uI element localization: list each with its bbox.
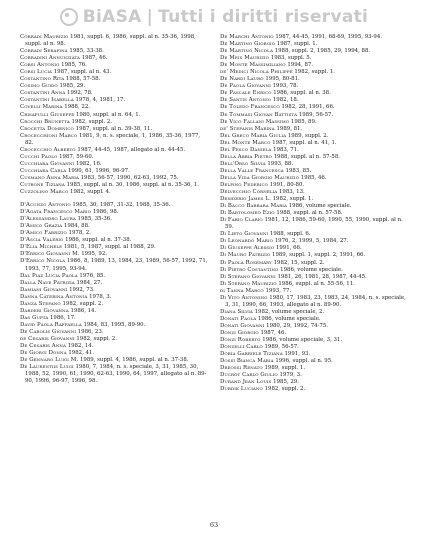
index-entry [20, 343, 208, 350]
entry-name: de Cesaris Giovanni [20, 335, 75, 342]
entry-references: 1985, suppl. al n. 30, 1986, suppl. al n. 35-36, 1. [66, 181, 199, 188]
entry-name: Durdik Luciano [220, 386, 263, 393]
entry-references: 1987, suppl. 1. [276, 41, 318, 48]
entry-name: Covelli Marina [20, 104, 63, 111]
entry-references: 1982, suppl. 2. [71, 118, 113, 125]
entry-references: 1982, 15, suppl. 2. [273, 259, 325, 266]
entry-references: 1986, suppl. al n. 37-38. [65, 237, 132, 244]
entry-references: 1993, 77. [265, 287, 292, 294]
entry-references: 1982, suppl. 2. [76, 335, 117, 342]
entry-name: Crisafulli Giuseppe [20, 111, 75, 118]
index-entry [220, 386, 408, 393]
entry-name: Cutrone Tiziana [20, 181, 65, 188]
entry-name: Darderi Giovanna [20, 307, 69, 314]
entry-references: 1980, 29, 1992, 74-75. [266, 322, 328, 329]
entry-references: 1986, volume speciale. [288, 203, 352, 210]
entry-name: De Gennaro Luigi M. [20, 357, 79, 364]
entry-name: De Cesaris Anna [20, 343, 66, 350]
entry-name: Delpino Federico [220, 181, 268, 188]
index-entry [220, 252, 408, 259]
index-entry [220, 351, 408, 358]
index-entry [20, 147, 208, 154]
watermark-separator: | [146, 7, 154, 27]
entry-references: 1988, suppl. 6. [269, 231, 311, 238]
entry-references: 1994, 87. [287, 62, 314, 69]
entry-references: 1985, 29. [59, 83, 86, 90]
entry-name: Di Fabio Clario [220, 217, 263, 224]
entry-references: 1982, 16. [75, 160, 102, 167]
entry-name: D'Ascia Valerio [20, 237, 64, 244]
index-entry [20, 315, 208, 322]
entry-name: De Meis Maurizio [220, 55, 270, 62]
entry-references: 1989, 56-57. [298, 111, 334, 118]
entry-name: Della Abbia Pietro [220, 153, 272, 160]
entry-name: Costantini Isabella [20, 97, 74, 104]
entry-name: Dell'Orso Silvia [220, 160, 266, 167]
index-entry [220, 196, 408, 203]
index-entry [220, 281, 408, 288]
entry-references: 1987, 46. [260, 329, 287, 336]
entry-name: Donzelli Carlo [220, 344, 263, 351]
index-entry [20, 251, 208, 258]
index-entry [220, 217, 408, 231]
index-entry [220, 182, 408, 189]
entry-references: 1986, 23. [77, 328, 104, 335]
entry-references: 1987, suppl. al n. 43. [53, 69, 112, 76]
entry-name: Di Stefano Giovanni [220, 273, 276, 280]
index-entry [220, 97, 408, 104]
index-entry [20, 258, 208, 272]
entry-references: 1986, volume speciale, 3, 31. [262, 337, 343, 344]
entry-name: D'Errico Giovanni M. [20, 251, 80, 258]
entry-name: Diana Silvia [220, 308, 253, 315]
page-number: 63 [209, 521, 219, 529]
entry-name: De Marchi Antonio [220, 34, 274, 40]
entry-references: 1985, 33-38. [69, 48, 104, 55]
entry-references: 1987, 46. [81, 55, 108, 62]
entry-name: Di Paola Rosemary [220, 259, 272, 266]
index-entry [20, 273, 208, 280]
entry-name: De Martino Giorgio [220, 41, 276, 48]
entry-name: Cosimo Guido [20, 83, 58, 90]
entry-references: 1982, volume speciale, 2. [254, 308, 325, 315]
entry-references: 1986, 14. [70, 307, 97, 314]
entry-references: 1985, 46. [300, 174, 327, 181]
entry-name: di Tanna Marco [220, 287, 264, 294]
entry-references: 1982, 41. [68, 350, 95, 357]
entry-references: 1992, 73. [69, 286, 95, 293]
index-entry [220, 330, 408, 337]
index-entry [20, 97, 208, 104]
entry-name: De Pascale Enrico [220, 90, 272, 97]
entry-references: 1979, 3. [279, 372, 302, 379]
entry-references: 1991, 93. [284, 351, 311, 358]
watermark-left: BiASA [82, 7, 142, 27]
entry-name: Della Valle Francesca [220, 167, 284, 174]
index-entry [220, 274, 408, 281]
entry-name: D'Acunzo Antonio [20, 202, 71, 209]
index-entry [20, 126, 208, 133]
entry-references: 1981, 12, 1986, 59-60, 1990, 55, 1990, suppl. al n. 59. [225, 217, 403, 231]
entry-references: 1987, suppl. al n. 41, 1. [272, 139, 337, 146]
entry-name: Crocecchioni Marco [20, 132, 78, 139]
entry-name: Donati Paola [220, 315, 257, 322]
entry-name: Crocetta Domenico [20, 125, 74, 132]
entry-name: De Laurentiis Luigi [20, 364, 74, 371]
entry-name: Del Pesco Daniela [220, 146, 272, 153]
entry-name: Donati Giovanni [220, 322, 265, 329]
entry-references: 1991, 80-80. [269, 181, 305, 188]
index-entry [20, 90, 208, 97]
watermark-banner [0, 0, 428, 34]
index-entry [220, 337, 408, 344]
index-entry [20, 83, 208, 90]
index-entry [220, 175, 408, 182]
index-entry [220, 55, 408, 62]
entry-references: 1981, 5, 1987, suppl. al 1988, 29. [63, 244, 156, 251]
entry-name: Doria Gabriele Tiziana [220, 351, 283, 358]
entry-references: 1981, suppl. 6, 1986, suppl. al n. 35-36, 1998, suppl. al n. 98. [25, 34, 196, 48]
index-entry [220, 210, 408, 217]
index-entry [220, 154, 408, 161]
index-entry [220, 316, 408, 323]
entry-name: De Toledo Francesco [220, 104, 280, 111]
entry-references: 1989, suppl. 4, 1986, suppl. al n. 37-38. [79, 357, 189, 364]
entry-name: De Tommasi Giovan Battista [220, 111, 298, 118]
index-entry [220, 161, 408, 168]
entry-references: 1988, 57-58. [65, 76, 101, 83]
index-entry [220, 41, 408, 48]
index-entry [220, 76, 408, 83]
index-entry [220, 267, 408, 274]
entry-references: 1992, 78. [67, 90, 93, 97]
entry-references: 1976, 85. [79, 272, 106, 279]
entry-name: D'Amico Grazia [20, 223, 63, 230]
entry-references: 1989, 56-57. [264, 344, 299, 351]
index-entry [220, 126, 408, 133]
entry-name: Ducrot Carlo Giulio [220, 372, 278, 379]
index-entry [220, 62, 408, 69]
entry-references: 1981, 26, 1981, 28, 1987, 44-45. [277, 273, 367, 280]
entry-name: Cucchiara Carla [20, 167, 67, 174]
entry-references: 1985, 89. [290, 118, 317, 125]
index-entry [220, 365, 408, 372]
index-entry [20, 223, 208, 230]
entry-references: 1978, 3. [89, 293, 112, 300]
index-entry [20, 287, 208, 294]
entry-references: 1982, 14. [67, 343, 94, 350]
entry-references: 1982, suppl. 4. [70, 189, 111, 196]
index-entry [20, 209, 208, 216]
index-entry [220, 112, 408, 119]
entry-name: Di Bartolomeo Ezio [220, 210, 275, 217]
index-entry [20, 133, 208, 147]
index-entry [20, 175, 208, 182]
index-entry [220, 48, 408, 55]
entry-name: Costantini Anna [20, 90, 66, 97]
index-entry [20, 350, 208, 357]
entry-references: 1986, volume speciale. [280, 266, 343, 273]
entry-references: 1982, suppl. 2. [62, 300, 104, 307]
index-entry [20, 62, 208, 69]
index-entry [20, 322, 208, 329]
entry-references: 1989, suppl. 1, suppl. 2, 1991, 66. [272, 252, 366, 259]
index-entry [20, 230, 208, 237]
entry-name: Cuzzolino Marco [20, 189, 69, 196]
index-entry [20, 168, 208, 175]
index-entry [220, 231, 408, 238]
index-entry [220, 203, 408, 210]
entry-references: 1993, 88. [267, 160, 294, 167]
entry-name: Dossi Bianca Maria [220, 358, 274, 365]
entry-name: Cucchi Paolo [20, 153, 58, 160]
entry-references: 1986, suppl. al n. 55-56, 11. [278, 280, 355, 287]
entry-name: De Nardi Lauro [220, 76, 264, 83]
entry-name: Del Monte Marco [220, 139, 271, 146]
index-entry [220, 358, 408, 365]
entry-references: 1990, 61, 1996, 96-97. [67, 167, 130, 174]
entry-name: de' Medici Nicola Philippe [220, 69, 293, 76]
entry-name: Danna Caterina Antonia [20, 293, 88, 300]
index-entry [220, 238, 408, 245]
entry-name: Das Gupta [20, 314, 49, 321]
entry-references: 1995, 92. [81, 251, 107, 258]
entry-name: D'Agata Francesco Mario [20, 209, 92, 216]
entry-name: Donzi Giorgio [220, 329, 259, 336]
entry-name: Dalla Nave Patrizia [20, 279, 75, 286]
index-entry [20, 336, 208, 343]
entry-references: 1978, 2. [68, 230, 91, 237]
index-entry [220, 379, 408, 386]
entry-references: 1987, suppl. al n. 39-38, 11. [75, 125, 153, 132]
entry-name: De Monte Massimiliano [220, 62, 286, 69]
index-entry [220, 344, 408, 351]
entry-name: Corsi Antonio [20, 62, 60, 69]
entry-name: D'Amico Fabrizio [20, 230, 67, 237]
entry-name: Costantino Rita [20, 76, 65, 83]
entry-name: De Vico Fallani Massimo [220, 118, 290, 125]
entry-references: 1982, suppl. 1. [272, 196, 314, 203]
entry-name: De Carolis Giovanni [20, 328, 77, 335]
entry-name: David Paola Raffaella [20, 321, 82, 328]
entry-references: 1984, 88. [64, 223, 90, 230]
entry-references: 1981, 9, n. s. speciale, 1, 1986, 35-36, 1977, 82. [25, 132, 201, 146]
entry-references: 1988, suppl. al n. 57-58. [276, 210, 343, 217]
entry-references: 1984, 83, 1995, 89-90. [83, 321, 146, 328]
entry-references: 1988, suppl. 2, 1985, 29, 1994, 88. [274, 48, 371, 55]
index-entry [220, 34, 408, 41]
entry-references: 1987, 59-60. [59, 153, 94, 160]
entry-name: Della Vida Giorgio Maurizio [220, 174, 300, 181]
entry-references: 1986, suppl. al n. 38. [273, 90, 331, 97]
entry-name: Corradi Serafina [20, 48, 68, 55]
index-entry [20, 237, 208, 244]
entry-references: 1982, suppl. 1. [294, 69, 335, 76]
entry-name: D'Alessandro Laura [20, 216, 76, 223]
entry-name: Di Leonardo Mario [220, 238, 273, 245]
entry-references: 1982, 18. [272, 97, 299, 104]
index-entry [220, 189, 408, 196]
entry-references: 1978, 4, 1981, 17. [75, 97, 126, 104]
entry-references: 1988, 22. [64, 104, 90, 111]
index-entry [220, 119, 408, 126]
entry-references: 1984, 27. [76, 279, 103, 286]
entry-references: 1983, 85. [285, 167, 312, 174]
entry-references: 1982, 28, 1991, 66. [281, 104, 335, 111]
entry-name: Donzi Roberto [220, 337, 261, 344]
index-entry [20, 329, 208, 336]
index-entry [220, 140, 408, 147]
index-entry [20, 48, 208, 55]
entry-references: 1983, 56-57, 1990, 62-63, 1992, 75. [80, 174, 179, 181]
entry-references: 1983, 71. [273, 146, 299, 153]
entry-references: 1996, suppl. al n. 95. [275, 358, 333, 365]
index-entry [20, 161, 208, 168]
entry-references: 1988, suppl. al n. 57-58. [273, 153, 340, 160]
entry-name: Crocecchio Alberto [20, 146, 76, 153]
entry-references: 1991, 66. [275, 245, 302, 252]
entry-references: 1989, suppl. 1. [264, 365, 306, 372]
index-entry [20, 182, 208, 189]
entry-name: Di Bacco Barbara Maria [220, 203, 287, 210]
entry-name: Corradi Maurizio [20, 34, 69, 40]
index-entry [220, 147, 408, 154]
index-entry [220, 323, 408, 330]
entry-name: Di Pietro Costantino [220, 266, 279, 273]
index-entry [220, 288, 408, 295]
entry-name: Di Vito Antonino [220, 294, 268, 301]
index-entry [220, 295, 408, 309]
entry-references: 1986, volume speciale. [258, 315, 321, 322]
entry-references: 1976, 2, 1999, 5, 1984, 27. [274, 238, 349, 245]
index-entry [20, 301, 208, 308]
index-entry [220, 245, 408, 252]
index-entry [220, 372, 408, 379]
entry-name: Damiani Giovanni [20, 286, 68, 293]
index-column-left [20, 34, 208, 385]
entry-name: Cucchiara Giovanni [20, 160, 75, 167]
entry-name: Danza Stefano [20, 300, 61, 307]
entry-references: 1985, 76. [61, 62, 87, 69]
entry-name: De Martino Nicola [220, 48, 273, 55]
index-entry [20, 364, 208, 385]
index-page [20, 34, 412, 494]
index-entry [220, 309, 408, 316]
index-entry [20, 69, 208, 76]
index-entry [20, 244, 208, 251]
entry-references: 1985, 35-36. [77, 216, 112, 223]
index-entry [20, 189, 208, 196]
entry-name: De Paola Giovanni [220, 83, 271, 90]
entry-references: 1985, 30, 1987, 31-32, 1988, 35-36. [72, 202, 171, 209]
entry-name: Dal Piaz Lucia Paola [20, 272, 78, 279]
entry-references: 1986, 17. [50, 314, 76, 321]
entry-name: Corradini Annunziata [20, 55, 81, 62]
entry-references: 1986, 8, 1989, 13, 1984, 23, 1989, 56-57, 1992, 71, 1993, 77, 1995, 93-94. [25, 258, 208, 272]
entry-references: 1985, 29. [273, 379, 299, 386]
biasa-logo-mark-icon [60, 8, 78, 26]
index-entry [20, 280, 208, 287]
entry-name: Crocchi Brunetta [20, 118, 70, 125]
entry-name: De Giorgi Donna [20, 350, 67, 357]
entry-name: Di Lieto Giovanni [220, 231, 269, 238]
index-entry [220, 133, 408, 140]
entry-name: Cusmano Anna Maria [20, 174, 79, 181]
entry-name: Del Greco Maria Giulia [220, 132, 287, 139]
entry-references: 1989, 81. [276, 125, 303, 132]
entry-name: De Santis Antonio [220, 97, 272, 104]
entry-name: Durand Jean Louis [220, 379, 272, 386]
index-entry [20, 55, 208, 62]
entry-references: 1987, 44-45, 1987, allegato al n. 44-45. [77, 146, 186, 153]
index-entry [220, 69, 408, 76]
entry-name: Delvecchio Cornelia [220, 189, 278, 196]
entry-name: Di Giuseppe Alessio [220, 245, 275, 252]
entry-references: 1982, suppl. 2. [264, 386, 306, 393]
index-entry [220, 104, 408, 111]
entry-references: 1989, suppl. 2. [287, 132, 329, 139]
index-entry [20, 104, 208, 111]
index-entry [20, 308, 208, 315]
index-column-right [220, 34, 408, 393]
entry-name: Corsi Lucia [20, 69, 53, 76]
index-entry [20, 119, 208, 126]
watermark-rights: Tutti i diritti riservati [158, 7, 369, 27]
entry-name: Di Stefano Maurizio [220, 280, 277, 287]
entry-name: de' Stefanis Marina [220, 125, 275, 132]
entry-references: 1986, 98. [92, 209, 119, 216]
index-entry [220, 260, 408, 267]
index-entry [20, 154, 208, 161]
entry-references: 1980, 17, 1983, 23, 1983, 24, 1984, n. s. speciale, 3, 31, 1990, 66, 1993, allegato al n. 89-90. [225, 294, 406, 308]
index-entry [220, 168, 408, 175]
index-entry [220, 90, 408, 97]
index-entry [220, 83, 408, 90]
index-entry [20, 216, 208, 223]
entry-references: 1983, 13. [279, 189, 305, 196]
entry-name: Dreossi Renato [220, 365, 263, 372]
entry-name: Desiderio James L. [220, 196, 271, 203]
entry-references: 1987, 44-45, 1991, 68-69, 1995, 93-94. [275, 34, 382, 40]
index-entry [20, 76, 208, 83]
index-entry [20, 34, 208, 48]
entry-name: D'Errico Nicola [20, 258, 66, 265]
index-entry [20, 112, 208, 119]
entry-references: 1980, suppl. al n. 64, 1. [75, 111, 141, 118]
entry-name: Di Mauro Patrizio [220, 252, 271, 259]
entry-references: 1980, 7, 1984, n. s. speciale, 3, 31, 1985, 30, 1988, 52, 1990, 61, 1990, 62-63, 1990, 64, 1997, allegato al n. 89-90, 1996, 96-97, 1996, 98. [25, 364, 207, 385]
entry-name: D'Elia Michele [20, 244, 63, 251]
index-entry [20, 202, 208, 209]
index-entry [20, 294, 208, 301]
entry-references: 1993, 78. [272, 83, 299, 90]
entry-references: 1995, 80-81. [265, 76, 300, 83]
index-entry [20, 357, 208, 364]
entry-references: 1983, suppl. 5. [270, 55, 312, 62]
